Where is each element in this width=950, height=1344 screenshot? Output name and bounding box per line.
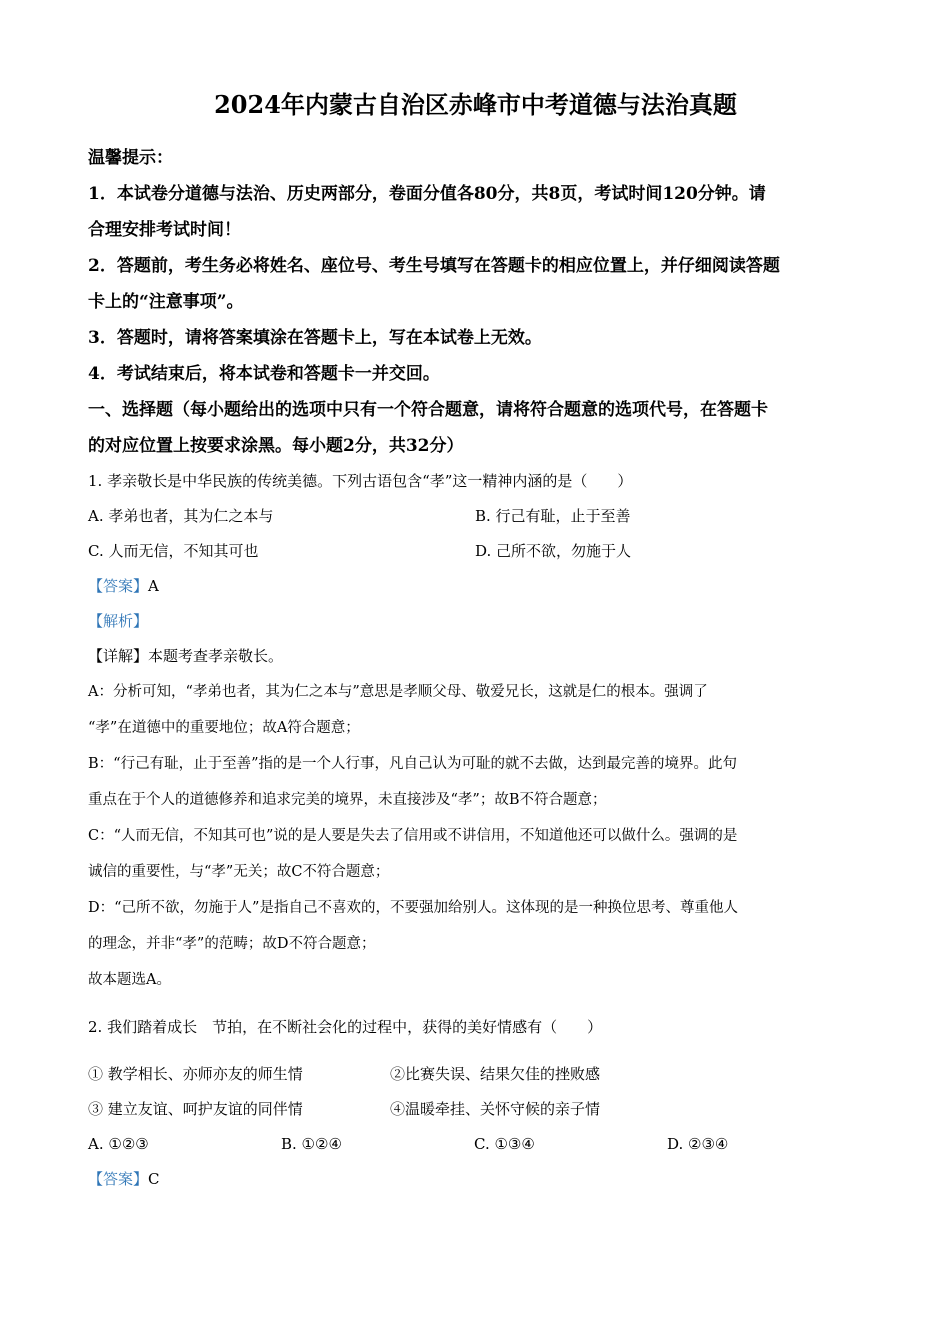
question-stem: 1. 孝亲敬长是中华民族的传统美德。下列古语包含“孝”这一精神内涵的是（ ）: [88, 472, 633, 490]
option-row: [88, 499, 863, 534]
option-c: C. 人而无信，不知其可也: [88, 542, 259, 560]
explanation-line: 故本题选A。: [88, 972, 171, 988]
answer-value: C: [148, 1170, 160, 1188]
answer-line: [88, 569, 863, 604]
spacer: [88, 998, 863, 1010]
answer-tag: 【答案】: [88, 1170, 149, 1188]
answer-line: [88, 1162, 863, 1197]
explanation-line: 重点在于个人的道德修养和追求完美的境界，未直接涉及“孝”；故B不符合题意；: [88, 792, 607, 808]
tip-line: 4．考试结束后，将本试卷和答题卡一并交回。: [88, 364, 440, 384]
tip-line: 3．答题时，请将答案填涂在答题卡上，写在本试卷上无效。: [88, 328, 542, 348]
answer-value: A: [148, 577, 159, 595]
statement-4: ④温暖牵挂、关怀守候的亲子情: [390, 1100, 601, 1118]
detail-line: [88, 639, 863, 674]
spacer: [88, 1045, 863, 1057]
statement-row: [88, 1057, 863, 1092]
option-row: [88, 534, 863, 569]
explanation-line: 的理念，并非“孝”的范畴；故D不符合题意；: [88, 936, 376, 952]
statement-1: ① 教学相长、亦师亦友的师生情: [88, 1065, 303, 1083]
option-c: C. ①③④: [474, 1135, 535, 1153]
section-heading: 的对应位置上按要求涂黑。每小题2分，共32分）: [88, 436, 464, 456]
explanation-line: B：“行己有耻，止于至善”指的是一个人行事，凡自己认为可耻的就不去做，达到最完善的境界。此句: [88, 756, 737, 772]
detail-tag: 【详解】: [88, 647, 149, 665]
exam-page: [88, 88, 863, 1197]
tip-line: 2．答题前，考生务必将姓名、座位号、考生号填写在答题卡的相应位置上，并仔细阅读答题: [88, 256, 780, 276]
option-d: D. 己所不欲，勿施于人: [475, 542, 632, 560]
page-title: 2024年内蒙古自治区赤峰市中考道德与法治真题: [214, 90, 737, 119]
tip-line: 合理安排考试时间！: [88, 220, 241, 240]
analysis-tag: 【解析】: [88, 612, 149, 630]
detail-text: 本题考查孝亲敬长。: [148, 647, 284, 665]
question-stem: 2. 我们踏着成长 节拍，在不断社会化的过程中，获得的美好情感有（ ）: [88, 1018, 603, 1036]
option-d: D. ②③④: [667, 1135, 729, 1153]
option-a: A. ①②③: [88, 1135, 149, 1153]
explanation-line: C：“人而无信，不知其可也”说的是人要是失去了信用或不讲信用，不知道他还可以做什么。强调的是: [88, 828, 738, 844]
option-b: B. ①②④: [281, 1135, 342, 1153]
option-row: [88, 1127, 863, 1162]
explanation-line: D：“己所不欲，勿施于人”是指自己不喜欢的，不要强加给别人。这体现的是一种换位思考、尊重他人: [88, 900, 738, 916]
option-b: B. 行己有耻，止于至善: [475, 507, 631, 525]
tips-header: 温馨提示：: [88, 148, 173, 168]
explanation-line: 诚信的重要性，与“孝”无关；故C不符合题意；: [88, 864, 390, 880]
statement-3: ③ 建立友谊、呵护友谊的同伴情: [88, 1100, 303, 1118]
tip-line: 1．本试卷分道德与法治、历史两部分，卷面分值各80分，共8页，考试时间120分钟。请: [88, 184, 766, 204]
option-a: A. 孝弟也者，其为仁之本与: [88, 507, 274, 525]
tip-line: 卡上的“注意事项”。: [88, 292, 244, 312]
statement-2: ②比赛失误、结果欠佳的挫败感: [390, 1065, 601, 1083]
statement-row: [88, 1092, 863, 1127]
explanation-line: “孝”在道德中的重要地位；故A符合题意；: [88, 720, 360, 736]
explanation-line: A：分析可知，“孝弟也者，其为仁之本与”意思是孝顺父母、敬爱兄长，这就是仁的根本。强调了: [88, 684, 708, 700]
section-heading: 一、选择题（每小题给出的选项中只有一个符合题意，请将符合题意的选项代号，在答题卡: [88, 400, 768, 420]
answer-tag: 【答案】: [88, 577, 149, 595]
